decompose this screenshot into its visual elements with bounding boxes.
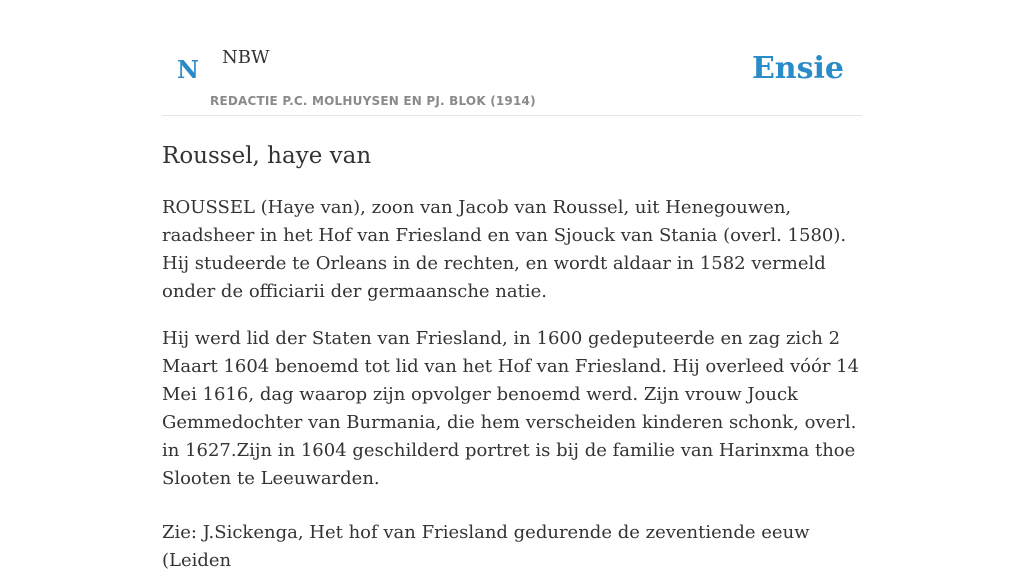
article-title: Roussel, haye van xyxy=(162,143,372,169)
page xyxy=(162,0,862,575)
brand-logo[interactable]: Ensie xyxy=(751,51,844,86)
article-paragraph-1: ROUSSEL (Haye van), zoon van Jacob van Roussel, uit Henegouwen, raadsheer in het Hof van Friesland en van Sjouck van Stania (overl. 1580). Hij studeerde te Orleans in de rechten, en wordt aldaar in 1582 vermeld onder de officiarii der germaansche natie. xyxy=(162,197,847,302)
article-paragraph-3: Zie: J.Sickenga, Het hof van Friesland gedurende de zeventiende eeuw (Leiden xyxy=(162,522,810,571)
site-header xyxy=(162,0,862,116)
source-logo-icon[interactable]: N xyxy=(177,55,199,84)
article-paragraph-2: Hij werd lid der Staten van Friesland, in 1600 gedeputeerde en zag zich 2 Maart 1604 benoemd tot lid van het Hof van Friesland. Hij overleed vóór 14 Mei 1616, dag waarop zijn opvolger benoemd werd. Zijn vrouw Jouck Gemmedochter van Burmania, die hem verscheiden kinderen schonk, overl. in 1627.Zijn in 1604 geschilderd portret is bij de familie van Harinxma thoe Slooten te Leeuwarden. xyxy=(162,328,860,489)
source-editors: REDACTIE P.C. MOLHUYSEN EN PJ. BLOK (1914) xyxy=(210,94,536,108)
source-name[interactable]: NBW xyxy=(222,47,270,68)
